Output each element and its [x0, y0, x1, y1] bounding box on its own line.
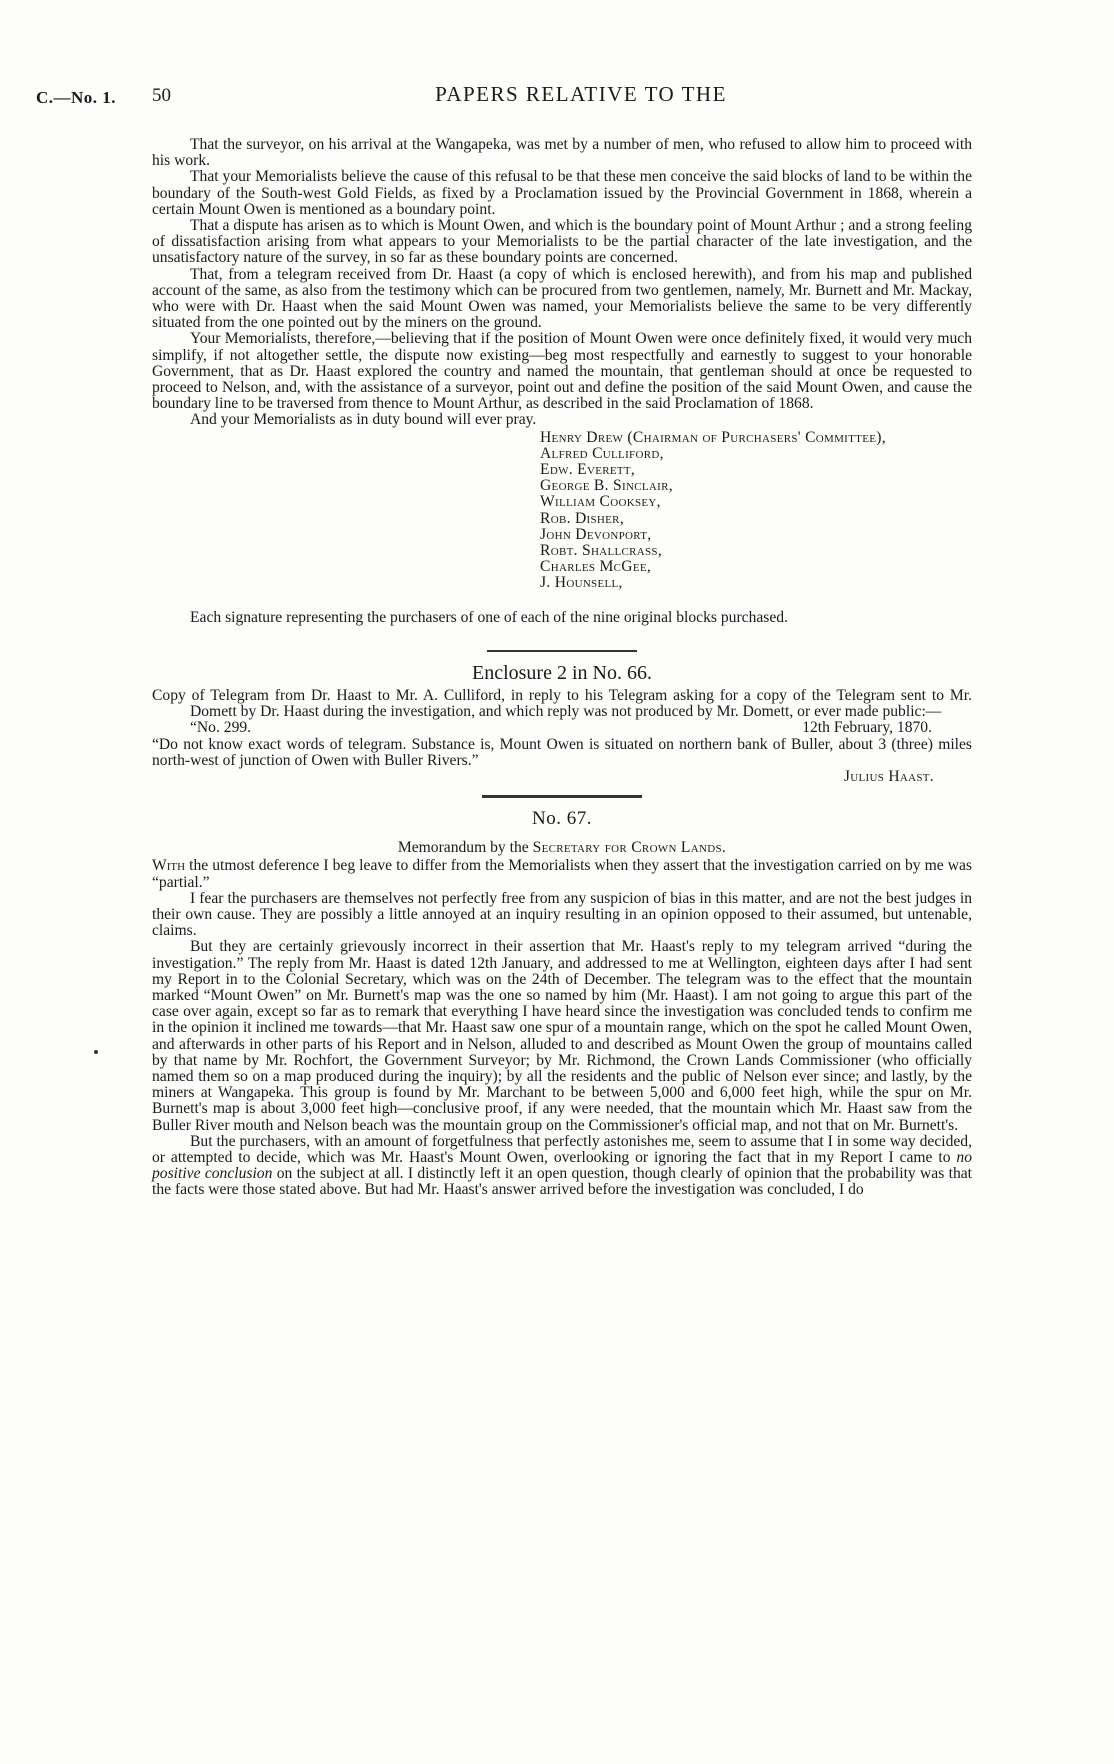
enclosure-intro: Copy of Telegram from Dr. Haast to Mr. A. Culliford, in reply to his Telegram asking for a copy of the Telegram sent to Mr. Domett by Dr. Haast during the investigation, and which reply was not produced by Mr. Domett, or ever made public:—: [152, 686, 972, 721]
section-divider: [487, 650, 637, 652]
page-number: 50: [152, 85, 171, 106]
section-divider: [482, 795, 642, 798]
signature: Alfred Culliford,: [540, 444, 664, 462]
memorial-paragraph: That your Memorialists believe the cause of this refusal to be that these men conceive the said blocks of land to be within the boundary of the South-west Gold Fields, as fixed by a Proclamation issued by the Provincial Government in 1868, wherein a certain Mount Owen is mentioned as a boundary point.: [152, 168, 972, 218]
memorial-paragraph: That a dispute has arisen as to which is Mount Owen, and which is the boundary point of Mount Arthur ; and a strong feeling of dissatisfaction arising from what appears to your Memorialists to be the partial character of the late investigation, and the unsatisfactory nature of the survey, in so far as these boundary points are concerned.: [152, 217, 972, 267]
memo-emphasis: no positive conclusion: [152, 1148, 972, 1183]
signature: George B. Sinclair,: [540, 477, 673, 495]
no67-heading: No. 67.: [532, 808, 592, 830]
page-header: [36, 82, 1086, 116]
memo-author: Secretary for Crown Lands.: [532, 839, 727, 857]
memorial-paragraph: Your Memorialists, therefore,—believing that if the position of Mount Owen were once definitely fixed, it would very much simplify, if not altogether settle, the dispute now existing—beg most respectfully and earnestly to suggest to your honorable Government, that as Dr. Haast explored the country and named the mountain, that gentleman should at once be requested to proceed to Nelson, and, with the assistance of a surveyor, point out and define the position of the said Mount Owen, and cause the boundary line to be traversed from thence to Mount Arthur, as described in the said Proclamation of 1868.: [152, 330, 972, 413]
signature: Edw. Everett,: [540, 461, 636, 479]
memo-paragraph: But they are certainly grievously incorrect in their assertion that Mr. Haast's reply to my telegram arrived “during the investigation.” The reply from Mr. Haast is dated 12th January, and addressed to me at Wellington, eighteen days after I had sent my Report in to the Colonial Secretary, which was on the 24th of December. The telegram was to the effect that the mountain marked “Mount Owen” on Mr. Burnett's map was the one so named by him (Mr. Haast). I am not going to argue this part of the case over again, except so far as to remark that everything I have heard since the investigation was concluded tends to confirm me in the opinion it inclined me towards—that Mr. Haast saw one spur of a mountain range, which on the spot he called Mount Owen, and afterwards in other parts of his Report and in Nelson, alluded to and described as Mount Owen the group of mountains called by that name by Mr. Rochfort, the Government Surveyor; by Mr. Richmond, the Crown Lands Commissioner (who officially named them so on a map produced during the inquiry); by all the residents and the public of Nelson ever since; and lastly, by the miners at Wangapeka. This group is found by Mr. Marchant to be between 5,000 and 6,000 feet high, while the spur on Mr. Burnett's map is about 3,000 feet high—conclusive proof, if any were needed, that the mountain which Mr. Haast saw from the Buller River mouth and Nelson beach was the mountain group on the Commissioner's official map, and not that on Mr. Burnett's.: [152, 938, 972, 1134]
memo-paragraph: I fear the purchasers are themselves not perfectly free from any suspicion of bias in this matter, and are not the best judges in their own cause. They are possibly a little annoyed at an inquiry resulting in an opinion opposed to their assumed, but untenable, claims.: [152, 889, 972, 940]
memo-paragraph: [152, 1134, 972, 1199]
signature: Henry Drew (Chairman of Purchasers' Committee),: [540, 428, 886, 446]
signature: Robt. Shallcrass,: [540, 542, 663, 560]
signature: John Devonport,: [540, 525, 652, 543]
telegram-header: [152, 720, 972, 736]
memorial-paragraph: That the surveyor, on his arrival at the Wangapeka, was met by a number of men, who refused to allow him to proceed with his work.: [152, 136, 972, 170]
running-title: PAPERS RELATIVE TO THE: [435, 82, 727, 106]
memo-paragraph-text: the utmost deference I beg leave to differ from the Memorialists when they assert that the investigation carried on by me was “partial.”: [152, 857, 972, 891]
signature: J. Hounsell,: [540, 574, 623, 592]
telegram-text: “Do not know exact words of telegram. Substance is, Mount Owen is situated on northern bank of Buller, about 3 (three) miles north-west of junction of Owen with Buller Rivers.”: [152, 735, 972, 769]
memo-title: [152, 840, 972, 856]
memo-paragraph: [152, 858, 972, 890]
memorial-closing: And your Memorialists as in duty bound will ever pray.: [190, 411, 537, 429]
telegram-signature: Julius Haast.: [843, 767, 934, 785]
signature-block: [540, 430, 972, 592]
signature-note: Each signature representing the purchasers of one of each of the nine original blocks purchased.: [190, 608, 788, 626]
memo-text: on the subject at all. I distinctly left it an open question, though clearly of opinion that the probability was that the facts were those stated above. But had Mr. Haast's answer arrived before the investigation was concluded, I do: [152, 1165, 972, 1199]
enclosure-heading: Enclosure 2 in No. 66.: [472, 661, 652, 684]
telegram-number: “No. 299.: [190, 719, 252, 737]
signature: Charles McGee,: [540, 558, 652, 576]
memo-text: But the purchasers, with an amount of forgetfulness that perfectly astonishes me, seem to assume that I in some way decided, or attempted to decide, which was Mr. Haast's Mount Owen, overlooking or ignoring the fact that in my Report I came to: [152, 1132, 972, 1166]
signature: Rob. Disher,: [540, 509, 625, 527]
memorial-paragraph: That, from a telegram received from Dr. Haast (a copy of which is enclosed herewith), and from his map and published account of the same, as also from the testimony which can be procured from two gentlemen, namely, Mr. Burnett and Mr. Mackay, who were with Dr. Haast when the said Mount Owen was named, your Memorialists believe the same to be very differently situated from the one pointed out by the miners on the ground.: [152, 265, 972, 332]
memo-title-prefix: Memorandum by the: [397, 839, 529, 857]
page-body: [152, 137, 972, 1199]
signature: William Cooksey,: [540, 493, 661, 511]
margin-mark: [94, 1050, 98, 1054]
telegram-date: 12th February, 1870.: [802, 719, 932, 737]
document-reference: C.—No. 1.: [36, 88, 117, 107]
lead-word: With: [152, 857, 186, 875]
